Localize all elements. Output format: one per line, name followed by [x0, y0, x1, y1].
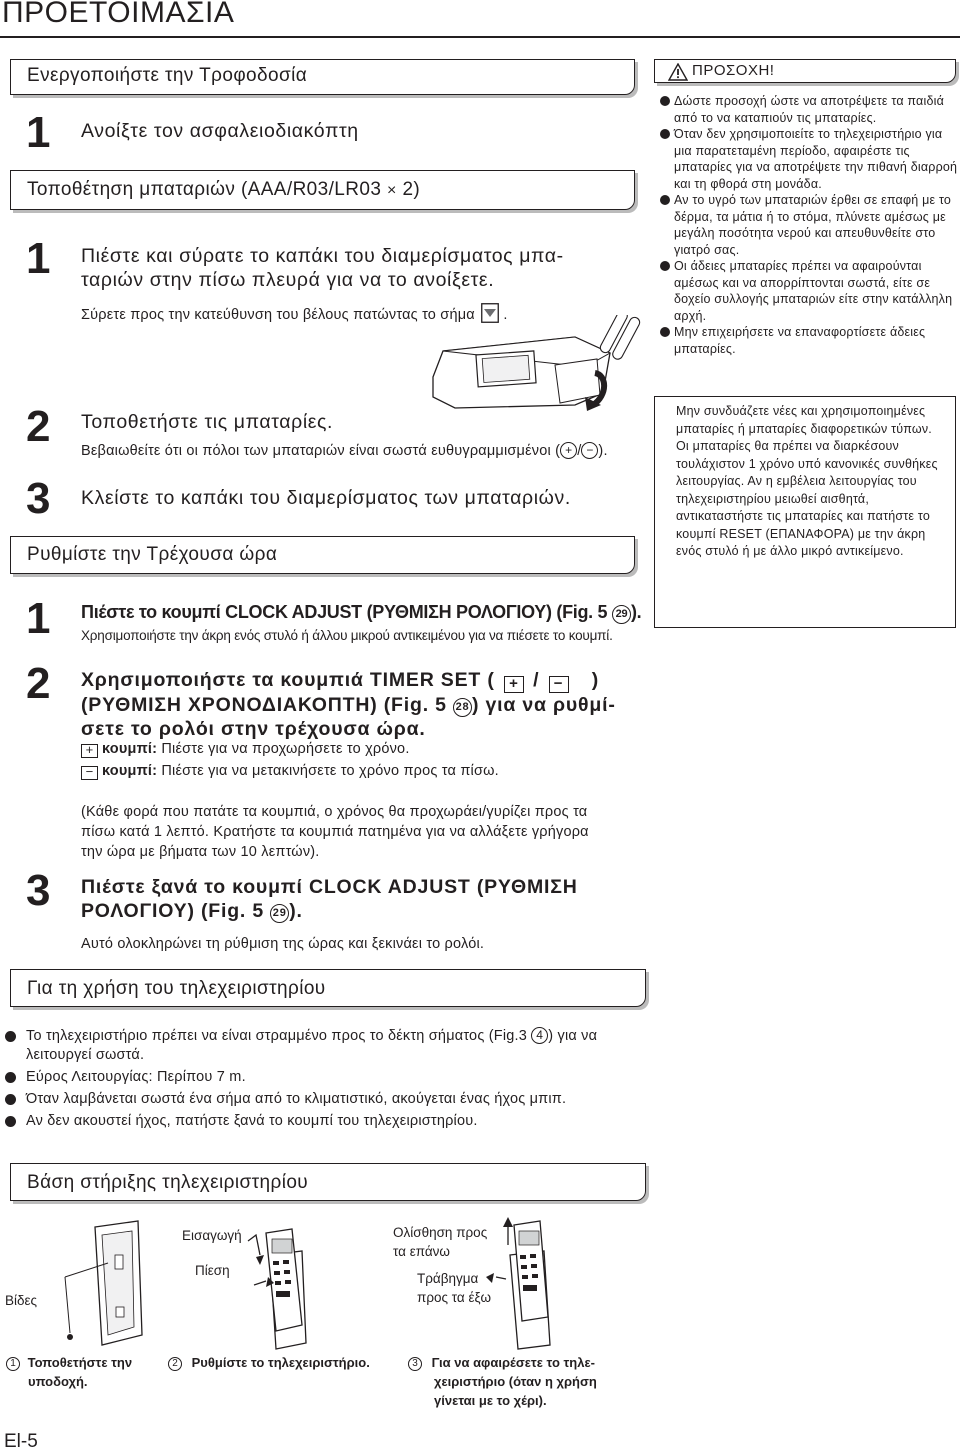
- batteries-step1-number: 1: [26, 234, 51, 283]
- holder-heading-box: [10, 1163, 646, 1201]
- minus-key-desc: Πιέστε για να μετακινήσετε το χρόνο προς τα πίσω.: [161, 763, 499, 779]
- caution-title: ΠΡΟΣΟΧΗ!: [692, 62, 775, 79]
- plus-key-icon: +: [504, 676, 524, 693]
- power-step1-number: 1: [26, 108, 51, 157]
- batteries-count: 2): [402, 179, 421, 200]
- caution-item: Οι άδειες μπαταρίες πρέπει να αφαιρούνται αμέσως και να απορρίπτονται σωστά, είτε σε δοχείο συλλογής μπαταριών είτε στην κατάλληλη αρχή.: [660, 258, 958, 324]
- caution-item: Μην επιχειρήσετε να επαναφορτίσετε άδειες μπαταρίες.: [660, 324, 958, 357]
- ref-28: 28: [453, 698, 472, 717]
- label-pull-1: Τράβηγμα: [417, 1271, 479, 1286]
- label-screws: Βίδες: [5, 1293, 38, 1308]
- minus-circle-icon: −: [581, 442, 598, 459]
- clock-step2-block: [81, 668, 641, 741]
- clock-step1-number: 1: [26, 594, 51, 643]
- clock-step3-number: 3: [26, 866, 51, 915]
- label-slide-2: τα επάνω: [393, 1244, 450, 1259]
- clock-step2-line2b: ) για να ρυθμί-: [472, 694, 616, 716]
- batteries-step2-sub-a: Βεβαιωθείτε ότι οι πόλοι των μπαταριών είναι σωστά ευθυγραμμισμένοι (: [81, 443, 561, 459]
- batteries-step1-line2: ταριών στην πίσω πλευρά για να το ανοίξετε.: [81, 269, 495, 291]
- label-pull-2: προς τα έξω: [417, 1290, 492, 1305]
- caption-3-line1: Για να αφαιρέσετε το τηλε-: [431, 1355, 595, 1370]
- caution-item: Δώστε προσοχή ώστε να αποτρέψετε τα παιδιά από το να καταπιούν τις μπαταρίες.: [660, 93, 958, 126]
- minus-key-label: κουμπί:: [102, 763, 158, 779]
- caption-2-text: Ρυθμίστε το τηλεχειριστήριο.: [191, 1355, 370, 1370]
- power-step1-text: Ανοίξτε τον ασφαλειοδιακόπτη: [81, 120, 359, 142]
- clock-step2-line1: [81, 668, 641, 693]
- page-footer: El-5: [4, 1431, 38, 1452]
- title-divider: [0, 36, 960, 38]
- ref-29-b: 29: [270, 904, 289, 923]
- batteries-step2-number: 2: [26, 402, 51, 451]
- clock-step2-b: ): [591, 669, 600, 691]
- label-press: Πίεση: [195, 1263, 230, 1278]
- caution-item: Όταν δεν χρησιμοποιείτε το τηλεχειριστήριο για μια παρατεταμένη περίοδο, αφαιρέστε τις μπαταρίες για να αποτρέψετε την πιθανή διαρροή και τη φθορά στη μονάδα.: [660, 126, 958, 192]
- usage-list: [4, 1027, 640, 1134]
- clock-heading: Ρυθμίστε την Τρέχουσα ώρα: [27, 544, 278, 565]
- usage-item-1-a: Το τηλεχειριστήριο πρέπει να είναι στραμμένο προς το δέκτη σήματος (Fig.3: [26, 1028, 527, 1044]
- power-heading: Ενεργοποιήστε την Τροφοδοσία: [27, 65, 308, 86]
- clock-step3-line2-text: ΡΟΛΟΓΙΟΥ) (Fig. 5: [81, 900, 264, 922]
- usage-item-1: [4, 1027, 640, 1065]
- clock-step2-line2: [81, 693, 641, 717]
- caution-item: Αν το υγρό των μπαταριών έρθει σε επαφή με το δέρμα, τα μάτια ή το στόμα, πλύνετε αμέσως με μεγάλη ποσότητα νερού και απευθυνθείτε στο γιατρό σας.: [660, 192, 958, 258]
- clock-step2-line2a: (ΡΥΘΜΙΣΗ ΧΡΟΝΟΔΙΑΚΟΠΤΗ) (Fig. 5: [81, 694, 447, 716]
- clock-step1-main: Πιέστε το κουμπί CLOCK ADJUST (ΡΥΘΜΙΣΗ ΡΟΛΟΓΙΟΥ) (Fig. 5: [81, 602, 608, 622]
- ref-29: 29: [612, 605, 631, 624]
- caption-3-line2: χειριστήριο (όταν η χρήση: [434, 1374, 597, 1389]
- clock-step3-block: [81, 875, 578, 923]
- usage-heading: Για τη χρήση του τηλεχειριστηρίου: [27, 978, 326, 999]
- batteries-step2-text: Τοποθετήστε τις μπαταρίες.: [81, 411, 334, 433]
- caption-2-num: 2: [168, 1357, 182, 1371]
- usage-item-4: Αν δεν ακουστεί ήχος, πατήστε ξανά το κουμπί του τηλεχειριστηρίου.: [4, 1112, 640, 1131]
- holder-heading: Βάση στήριξης τηλεχειριστηρίου: [27, 1172, 309, 1193]
- caution-box: [654, 59, 956, 83]
- batteries-step2-sub: [81, 442, 608, 461]
- caption-1-line2: υποδοχή.: [28, 1374, 88, 1389]
- label-slide-1: Ολίσθηση προς: [393, 1225, 488, 1240]
- remote-battery-illustration: [425, 315, 650, 415]
- clock-step3-sub: Αυτό ολοκληρώνει τη ρύθμιση της ώρας και ξεκινάει το ρολόι.: [81, 936, 485, 952]
- batteries-heading: Τοποθέτηση μπαταριών (AAA/R03/LR03: [27, 179, 382, 200]
- bracket-drawing: [65, 1221, 142, 1345]
- clock-step1-end: ).: [630, 602, 642, 622]
- clock-note-line3: την ώρα με βήματα των 10 λεπτών).: [81, 844, 320, 860]
- usage-item-2: Εύρος Λειτουργίας: Περίπου 7 m.: [4, 1068, 640, 1087]
- battery-note-p1: Μην συνδυάζετε νέες και χρησιμοποιημένες μπαταρίες ή μπαταρίες διαφορετικών τύπων.: [676, 404, 932, 436]
- ref-4: 4: [531, 1027, 548, 1044]
- usage-heading-box: [10, 969, 646, 1007]
- clock-step3-line1: Πιέστε ξανά το κουμπί CLOCK ADJUST (ΡΥΘΜΙΣΗ: [81, 876, 578, 898]
- slash: /: [577, 443, 582, 459]
- plus-key-row: [81, 740, 410, 759]
- clock-heading-box: [10, 536, 635, 574]
- batteries-step1-line1: Πιέστε και σύρατε το καπάκι του διαμερίσματος μπα-: [81, 245, 564, 267]
- batteries-step3-number: 3: [26, 474, 51, 523]
- page-title: ΠΡΟΕΤΟΙΜΑΣΙΑ: [2, 0, 235, 29]
- minus-key-small-icon: −: [81, 766, 98, 780]
- clock-note-line2: πίσω κατά 1 λεπτό. Κρατήστε τα κουμπιά πατημένα για να αλλάξετε γρήγορα: [81, 824, 589, 840]
- clock-step2-line3: σετε το ρολόι στην τρέχουσα ώρα.: [81, 718, 426, 740]
- clock-step3-end: ).: [289, 900, 303, 922]
- warning-triangle-icon: [668, 63, 688, 81]
- holder-illustration: [30, 1215, 630, 1360]
- plus-key-label: κουμπί:: [102, 741, 158, 757]
- clock-note-line1: (Κάθε φορά που πατάτε τα κουμπιά, ο χρόνος θα προχωράει/γυρίζει προς τα: [81, 804, 588, 820]
- caption-1-num: 1: [6, 1357, 20, 1371]
- usage-item-1-b: ) για να λειτουργεί σωστά.: [26, 1028, 598, 1063]
- caution-list: [660, 93, 958, 357]
- batteries-step1-sub-text: Σύρετε προς την κατεύθυνση του βέλους πατώντας το σήμα: [81, 307, 475, 323]
- caption-1: [6, 1354, 132, 1372]
- label-insert: Εισαγωγή: [182, 1228, 242, 1243]
- clock-note: [81, 802, 589, 862]
- clock-step3-line2: [81, 899, 578, 923]
- remove-drawing: [486, 1217, 550, 1349]
- caption-1-line1: Τοποθετήστε την: [27, 1355, 133, 1370]
- caption-3-num: 3: [408, 1357, 422, 1371]
- batteries-heading-box: [10, 170, 635, 210]
- battery-note-p2: Οι μπαταρίες θα πρέπει να διαρκέσουν τουλάχιστον 1 χρόνο υπό κανονικές συνθήκες λειτουργίας. Αν η εμβέλεια λειτουργίας του τηλεχειριστηρίου μειωθεί αισθητά, αντικαταστήστε τις μπαταρίες και πατήστε το κουμπί RESET (ΕΠΑΝΑΦΟΡΑ) με την άκρη ενός στυλό ή με άλλο μικρό αντικείμενο.: [676, 439, 938, 558]
- batteries-step1-sub-end: .: [503, 307, 508, 323]
- clock-step2-number: 2: [26, 659, 51, 708]
- caption-3: [408, 1354, 595, 1372]
- batteries-step2-sub-b: ).: [598, 443, 608, 459]
- clock-step2-slash: /: [533, 669, 540, 691]
- plus-circle-icon: +: [560, 442, 577, 459]
- clock-step1-text: [81, 602, 641, 624]
- minus-key-icon: −: [549, 676, 569, 693]
- plus-key-desc: Πιέστε για να προχωρήσετε το χρόνο.: [161, 741, 410, 757]
- minus-key-row: [81, 762, 499, 781]
- caption-2: [168, 1354, 370, 1372]
- times-sign: ×: [387, 182, 397, 199]
- clock-step1-sub: Χρησιμοποιήστε την άκρη ενός στυλό ή άλλου μικρού αντικειμένου για να πιέσετε το κουμπί.: [81, 628, 613, 643]
- power-heading-box: [10, 59, 635, 95]
- insert-drawing: [248, 1229, 306, 1349]
- plus-key-small-icon: +: [81, 744, 98, 758]
- usage-item-3: Όταν λαμβάνεται σωστά ένα σήμα από το κλιματιστικό, ακούγεται ένας ήχος μπιπ.: [4, 1090, 640, 1109]
- batteries-step3-text: Κλείστε το καπάκι του διαμερίσματος των μπαταριών.: [81, 487, 571, 509]
- caption-3-line3: γίνεται με το χέρι).: [434, 1393, 547, 1408]
- battery-note-box: [654, 396, 956, 628]
- clock-step2-a: Χρησιμοποιήστε τα κουμπιά TIMER SET (: [81, 669, 495, 691]
